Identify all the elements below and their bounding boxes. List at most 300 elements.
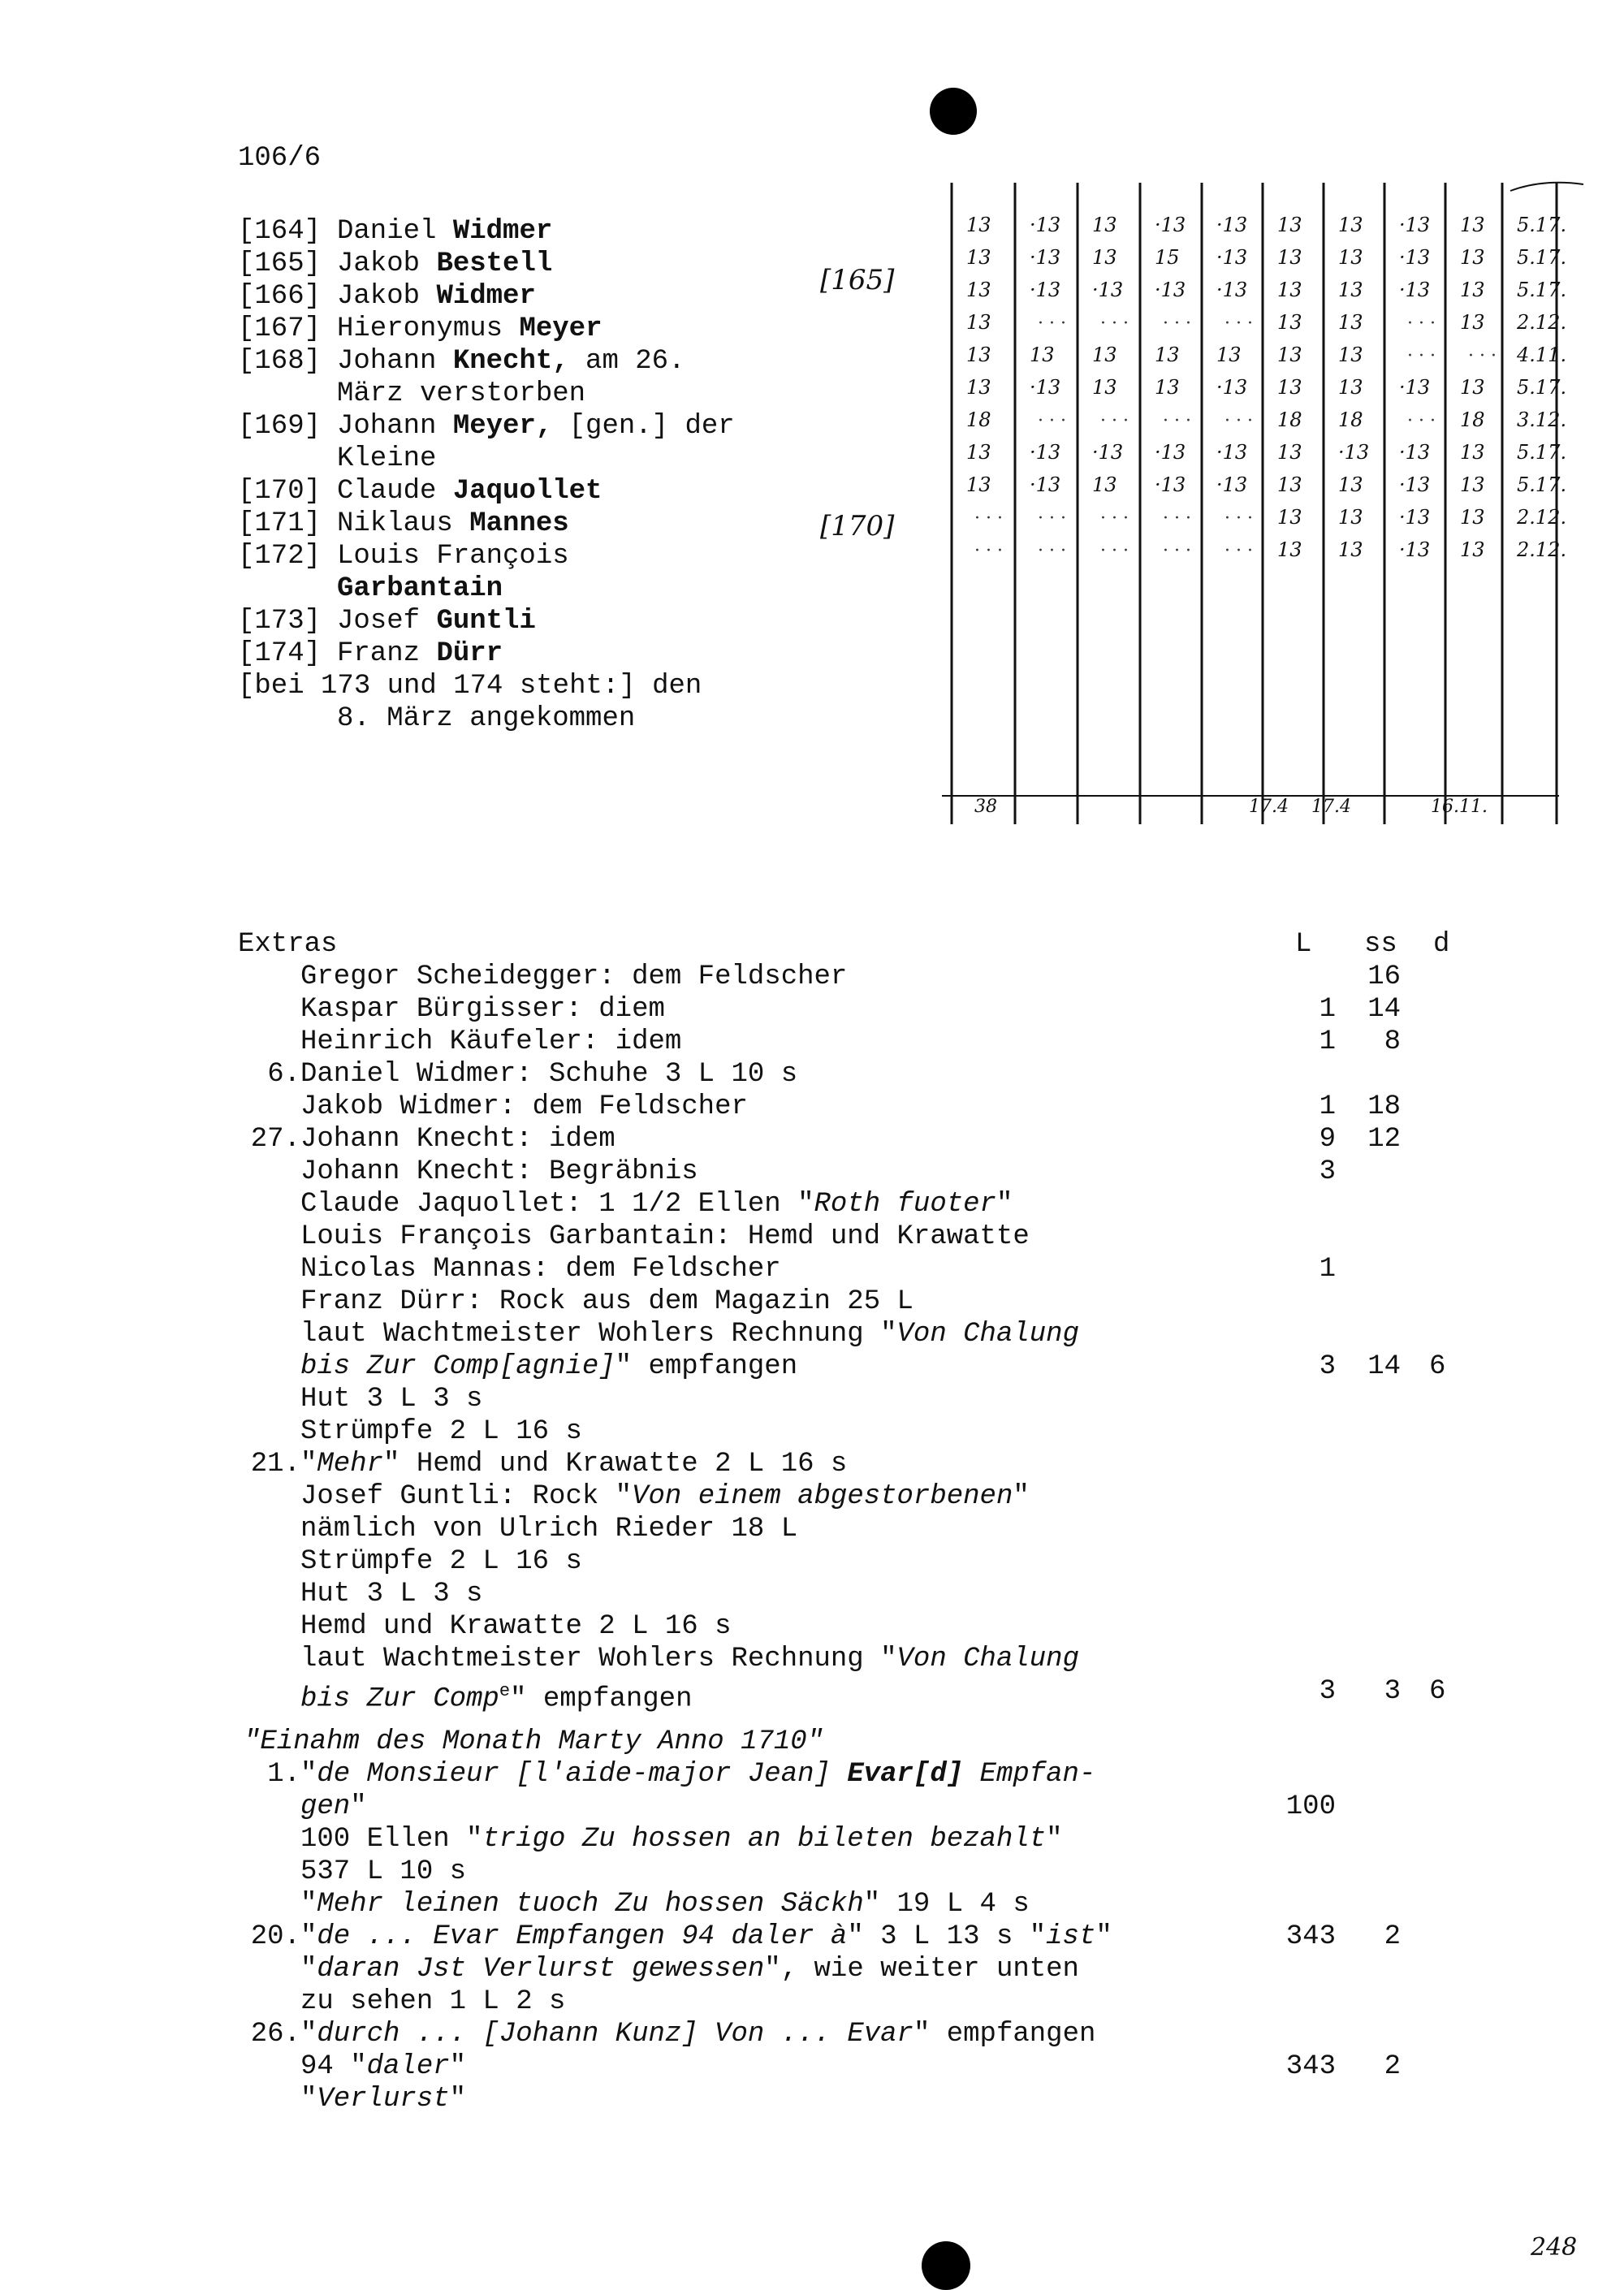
table-cell-value: 13 [1092, 246, 1117, 269]
extras-amount-L: 1 [1319, 994, 1336, 1025]
extras-quote: Roth fuoter [814, 1189, 996, 1220]
table-blank-dots: · · · [974, 508, 1003, 529]
table-cell-value: 13 [1092, 473, 1117, 496]
table-cell-value: 13 [1277, 473, 1302, 496]
income-item-text [300, 2050, 466, 2083]
table-cell-value: 13 [1460, 538, 1485, 561]
extras-amount-L: 3 [1319, 1156, 1336, 1187]
extras-amount-d: 6 [1429, 1351, 1446, 1382]
roster-number: [170] [238, 476, 322, 507]
table-cell-value: 13 [1277, 344, 1302, 366]
extras-amount-ss: 16 [1367, 961, 1401, 992]
table-cell-value: 2.12. [1517, 538, 1567, 561]
table-cell-value: 13 [1277, 441, 1302, 464]
roster-number: [165] [238, 248, 322, 279]
table-cell-value: 13 [1338, 246, 1363, 269]
table-cell-value: ·13 [1155, 473, 1186, 496]
roster-first-name: Josef [337, 606, 421, 637]
extras-text-tail: " empfangen [615, 1351, 798, 1382]
income-text: " [300, 1954, 317, 1985]
extras-quote: Mehr [317, 1449, 384, 1480]
table-total-value: 17.4 [1311, 797, 1351, 817]
table-cell-value: ·13 [1216, 279, 1248, 301]
roster-last-name: Mannes [469, 508, 569, 539]
income-quote-3: ist [1046, 1921, 1096, 1952]
income-text-tail: " 19 L 4 s [863, 1889, 1030, 1920]
roster-number: [174] [238, 638, 322, 669]
income-quote: Mehr leinen tuoch Zu hossen Säckh [317, 1889, 864, 1920]
table-cell-value: 5.17. [1517, 214, 1567, 236]
roster-first-name: Jakob [337, 248, 421, 279]
extras-text-tail: " empfangen [510, 1683, 693, 1715]
income-item-text [300, 1921, 1112, 1953]
extras-item-text [300, 1221, 1030, 1253]
income-text-tail: " [449, 2051, 467, 2082]
income-item-text [300, 1953, 1079, 1985]
roster-entry [238, 637, 735, 670]
table-blank-dots: · · · [1100, 508, 1129, 529]
extras-amount-ss: 14 [1367, 994, 1401, 1025]
table-cell-value: 5.17. [1517, 246, 1567, 269]
income-text: " [300, 1759, 317, 1790]
table-blank-dots: · · · [1038, 313, 1066, 334]
income-text: " [300, 1921, 317, 1952]
income-quote: Verlurst [317, 2084, 450, 2115]
table-cell-value: 13 [966, 441, 991, 464]
table-cell-value: ·13 [1399, 473, 1431, 496]
roster-number: [167] [238, 313, 322, 344]
table-cell-value: 13 [1460, 279, 1485, 301]
roster-last-name: Jaquollet [452, 476, 603, 507]
column-header-L: L [1295, 929, 1312, 960]
roster-entry [238, 248, 735, 280]
extras-item-text [300, 1350, 797, 1383]
extras-text-tail: " [996, 1189, 1013, 1220]
roster-last-name: Meyer, [452, 411, 553, 442]
extras-amount-ss: 3 [1384, 1676, 1401, 1707]
extras-title: Extras [238, 929, 338, 960]
extras-text: Franz Dürr: Rock aus dem Magazin 25 L [300, 1286, 914, 1317]
page-reference: 106/6 [238, 143, 322, 174]
income-item-text [300, 1758, 1095, 1791]
extras-quote: bis Zur Comp [300, 1683, 499, 1715]
income-text: 100 Ellen " [300, 1824, 483, 1855]
table-cell-value: 13 [1338, 279, 1363, 301]
extras-item-text [300, 1026, 681, 1058]
roster-first-name: Jakob [337, 281, 421, 312]
roster-first-name: März verstorben [337, 378, 586, 409]
table-cell-value: 15 [1155, 246, 1180, 269]
income-text: " [300, 1889, 317, 1920]
income-text: zu sehen 1 L 2 s [300, 1986, 566, 2017]
extras-text: Johann Knecht: Begräbnis [300, 1156, 698, 1187]
table-cell-value: 13 [1460, 506, 1485, 529]
income-quote: daler [366, 2051, 450, 2082]
table-blank-dots: · · · [1038, 411, 1066, 431]
table-cell-value: ·13 [1030, 473, 1061, 496]
table-blank-dots: · · · [1100, 541, 1129, 561]
table-cell-value: ·13 [1155, 214, 1186, 236]
roster-last-name: Meyer [519, 313, 603, 344]
roster-note-2: 8. März angekommen [337, 703, 636, 734]
extras-text: Jakob Widmer: dem Feldscher [300, 1091, 748, 1122]
page-number: 248 [1531, 2233, 1578, 2262]
income-quote: durch ... [Johann Kunz] Von ... Evar [317, 2019, 914, 2050]
table-cell-value: ·13 [1216, 214, 1248, 236]
extras-quote: Von Chalung [896, 1644, 1079, 1674]
extras-text: Johann Knecht: idem [300, 1124, 615, 1155]
table-cell-value: 2.12. [1517, 506, 1567, 529]
extras-item-text [300, 1675, 692, 1715]
table-cell-value: ·13 [1030, 376, 1061, 399]
table-cell-value: 13 [1460, 311, 1485, 334]
income-item-text [300, 2018, 1095, 2050]
income-text-tail: ", wie weiter unten [764, 1954, 1079, 1985]
roster-number: [164] [238, 216, 322, 247]
roster-first-name: Hieronymus [337, 313, 503, 344]
roster-entry [238, 215, 735, 248]
table-cell-value: 13 [1460, 214, 1485, 236]
extras-amount-d: 6 [1429, 1676, 1446, 1707]
extras-item-text [300, 1285, 914, 1318]
table-cell-value: ·13 [1216, 441, 1248, 464]
punch-hole-bottom [922, 2241, 970, 2290]
table-cell-value: 18 [966, 408, 991, 431]
extras-text: Strümpfe 2 L 16 s [300, 1416, 582, 1447]
column-header-d: d [1433, 929, 1450, 960]
income-item-day: 20. [250, 1921, 300, 1952]
roster-entry [238, 605, 735, 637]
table-cell-value: ·13 [1399, 441, 1431, 464]
table-top-curve [1510, 183, 1583, 191]
income-quote: de ... Evar Empfangen 94 daler à [317, 1921, 848, 1952]
income-text-tail: " empfangen [913, 2019, 1096, 2050]
extras-amount-ss: 8 [1384, 1026, 1401, 1057]
table-cell-value: 13 [1460, 376, 1485, 399]
extras-item-text [300, 1480, 1030, 1513]
handwritten-pay-table [942, 175, 1592, 840]
table-cell-value: 13 [966, 311, 991, 334]
table-blank-dots: · · · [1407, 313, 1436, 334]
table-cell-value: ·13 [1216, 473, 1248, 496]
extras-text: Gregor Scheidegger: dem Feldscher [300, 961, 848, 992]
table-cell-value: 13 [1277, 246, 1302, 269]
extras-text: Hut 3 L 3 s [300, 1384, 483, 1415]
table-cell-value: 13 [966, 376, 991, 399]
table-cell-value: 5.17. [1517, 473, 1567, 496]
income-amount-ss: 2 [1384, 1921, 1401, 1952]
roster-entry [238, 313, 735, 345]
income-amount-L: 343 [1285, 2051, 1336, 2082]
table-cell-value: 13 [1216, 344, 1242, 366]
table-blank-dots: · · · [1224, 411, 1253, 431]
roster-first-name: Franz [337, 638, 421, 669]
table-cell-value: 4.11. [1517, 344, 1567, 366]
table-blank-dots: · · · [1100, 313, 1129, 334]
extras-superscript: e [499, 1681, 511, 1701]
table-cell-value: ·13 [1399, 246, 1431, 269]
extras-quote: bis Zur Comp[agnie] [300, 1351, 615, 1382]
income-item-text [300, 1888, 1030, 1921]
extras-amount-ss: 18 [1367, 1091, 1401, 1122]
table-cell-value: 13 [1092, 214, 1117, 236]
margin-mark-170: [170] [820, 510, 895, 542]
table-cell-value: 13 [1460, 441, 1485, 464]
extras-item-text [300, 1383, 482, 1415]
column-header-ss: ss [1364, 929, 1397, 960]
extras-amount-L: 3 [1319, 1351, 1336, 1382]
table-cell-value: 13 [1092, 376, 1117, 399]
roster-number: [169] [238, 411, 322, 442]
extras-text: Strümpfe 2 L 16 s [300, 1546, 582, 1577]
income-text-tail: " [449, 2084, 467, 2115]
extras-item-day: 6. [267, 1059, 300, 1090]
table-cell-value: 5.17. [1517, 441, 1567, 464]
table-cell-value: 13 [1338, 214, 1363, 236]
extras-item-text [300, 1253, 781, 1285]
table-cell-value: ·13 [1216, 246, 1248, 269]
roster-last-name: Widmer [452, 216, 553, 247]
extras-item-text [300, 1123, 615, 1156]
extras-section [0, 928, 1624, 1740]
extras-item-text [300, 1643, 1079, 1675]
table-cell-value: ·13 [1092, 441, 1124, 464]
margin-mark-165: [165] [820, 264, 895, 296]
roster-last-name: Knecht, [452, 346, 569, 377]
roster-first-name: Johann [337, 346, 437, 377]
extras-item-text [300, 961, 847, 993]
table-cell-value: 5.17. [1517, 279, 1567, 301]
table-cell-value: ·13 [1216, 376, 1248, 399]
table-total-value: 38 [974, 797, 997, 817]
roster-first-name: Louis François [337, 541, 569, 572]
table-blank-dots: · · · [1407, 411, 1436, 431]
table-cell-value: ·13 [1399, 506, 1431, 529]
extras-item-text [300, 1188, 1013, 1221]
roster-last-name: Bestell [436, 248, 553, 279]
table-cell-value: 13 [966, 214, 991, 236]
table-cell-value: 13 [1277, 279, 1302, 301]
table-blank-dots: · · · [1038, 541, 1066, 561]
table-cell-value: ·13 [1338, 441, 1370, 464]
extras-amount-L: 9 [1319, 1124, 1336, 1155]
income-quote: gen [300, 1791, 351, 1822]
extras-text: Hemd und Krawatte 2 L 16 s [300, 1611, 732, 1642]
table-cell-value: 13 [1338, 506, 1363, 529]
table-cell-value: 13 [1338, 376, 1363, 399]
punch-hole-top [930, 88, 977, 135]
roster-first-name: Daniel [337, 216, 437, 247]
table-cell-value: 13 [966, 344, 991, 366]
table-cell-value: 5.17. [1517, 376, 1567, 399]
extras-text: Heinrich Käufeler: idem [300, 1026, 682, 1057]
table-blank-dots: · · · [1224, 508, 1253, 529]
extras-item-text [300, 1091, 748, 1123]
table-blank-dots: · · · [1224, 313, 1253, 334]
extras-item-day: 21. [250, 1449, 300, 1480]
roster-entry [238, 410, 735, 443]
table-cell-value: 13 [1155, 344, 1180, 366]
table-blank-dots: · · · [1038, 508, 1066, 529]
extras-item-text [300, 1513, 797, 1545]
table-cell-value: 13 [1338, 311, 1363, 334]
table-cell-value: ·13 [1155, 279, 1186, 301]
extras-amount-L: 1 [1319, 1254, 1336, 1285]
table-cell-value: ·13 [1092, 279, 1124, 301]
extras-text: nämlich von Ulrich Rieder 18 L [300, 1514, 798, 1545]
table-blank-dots: · · · [1163, 313, 1191, 334]
table-cell-value: 13 [1338, 538, 1363, 561]
extras-item-text [300, 1578, 482, 1610]
extras-text: Kaspar Bürgisser: diem [300, 994, 665, 1025]
table-blank-dots: · · · [1163, 541, 1191, 561]
income-amount-L: 343 [1285, 1921, 1336, 1952]
roster-rest: am 26. [568, 346, 685, 377]
extras-text-tail: " Hemd und Krawatte 2 L 16 s [383, 1449, 848, 1480]
roster-entry [238, 572, 735, 605]
roster-last-name: Garbantain [337, 573, 503, 604]
table-blank-dots: · · · [1468, 346, 1497, 366]
roster-number: [166] [238, 281, 322, 312]
roster-number: [173] [238, 606, 322, 637]
roster-number: [172] [238, 541, 322, 572]
income-title: "Einahm des Monath Marty Anno 1710" [244, 1726, 824, 1757]
extras-item-text [300, 1156, 698, 1188]
table-cell-value: 13 [966, 246, 991, 269]
extras-text: Louis François Garbantain: Hemd und Krawatte [300, 1221, 1030, 1252]
income-quote: daran Jst Verlurst gewessen [317, 1954, 765, 1985]
income-item-day: 26. [250, 2019, 300, 2050]
roster-rest: [gen.] der [552, 411, 735, 442]
income-item-day: 1. [267, 1759, 300, 1790]
table-cell-value: ·13 [1030, 246, 1061, 269]
extras-text: Claude Jaquollet: 1 1/2 Ellen " [300, 1189, 814, 1220]
table-cell-value: ·13 [1030, 441, 1061, 464]
table-cell-value: 13 [1092, 344, 1117, 366]
table-cell-value: 18 [1460, 408, 1485, 431]
extras-text: laut Wachtmeister Wohlers Rechnung " [300, 1644, 897, 1674]
roster-list [238, 215, 735, 670]
table-cell-value: 13 [1030, 344, 1055, 366]
extras-amount-L: 3 [1319, 1676, 1336, 1707]
table-cell-value: ·13 [1155, 441, 1186, 464]
roster-last-name: Widmer [436, 281, 536, 312]
extras-quote: Von einem abgestorbenen [632, 1481, 1013, 1512]
table-cell-value: 13 [966, 279, 991, 301]
table-cell-value: 13 [1277, 214, 1302, 236]
extras-amount-ss: 12 [1367, 1124, 1401, 1155]
roster-first-name: Claude [337, 476, 437, 507]
extras-amount-L: 1 [1319, 1091, 1336, 1122]
extras-text: laut Wachtmeister Wohlers Rechnung " [300, 1319, 897, 1350]
extras-text-tail: " [1013, 1481, 1030, 1512]
table-cell-value: 13 [1277, 538, 1302, 561]
roster-entry [238, 378, 735, 410]
roster-entry [238, 540, 735, 572]
extras-text: Nicolas Mannas: dem Feldscher [300, 1254, 781, 1285]
table-cell-value: ·13 [1030, 214, 1061, 236]
income-name-bold: Evar[d] [847, 1759, 964, 1790]
table-blank-dots: · · · [1163, 508, 1191, 529]
extras-item-text [300, 1448, 847, 1480]
income-text-tail: " [350, 1791, 367, 1822]
income-amount-ss: 2 [1384, 2051, 1401, 2082]
income-text: " [300, 2084, 317, 2115]
table-blank-dots: · · · [974, 541, 1003, 561]
extras-item-text [300, 1415, 582, 1448]
table-blank-dots: · · · [1163, 411, 1191, 431]
table-cell-value: 13 [1277, 376, 1302, 399]
income-item-text [300, 1985, 565, 2018]
extras-text: Hut 3 L 3 s [300, 1579, 483, 1609]
income-text-tail: " 3 L 13 s " [847, 1921, 1047, 1952]
roster-entry [238, 280, 735, 313]
income-text: " [300, 2019, 317, 2050]
roster-first-name: Kleine [337, 443, 437, 474]
income-item-text [300, 2083, 466, 2115]
extras-quote: Von Chalung [896, 1319, 1079, 1350]
table-cell-value: 18 [1338, 408, 1363, 431]
income-text: 94 " [300, 2051, 367, 2082]
table-cell-value: ·13 [1399, 279, 1431, 301]
roster-first-name: Johann [337, 411, 437, 442]
table-blank-dots: · · · [1224, 541, 1253, 561]
table-cell-value: 13 [1277, 506, 1302, 529]
table-cell-value: 13 [1460, 473, 1485, 496]
roster-entry [238, 345, 735, 378]
roster-first-name: Niklaus [337, 508, 453, 539]
table-cell-value: ·13 [1399, 376, 1431, 399]
table-cell-value: ·13 [1399, 538, 1431, 561]
roster-entry [238, 443, 735, 475]
table-cell-value: ·13 [1399, 214, 1431, 236]
extras-amount-ss: 14 [1367, 1351, 1401, 1382]
table-cell-value: 2.12. [1517, 311, 1567, 334]
income-item-text [300, 1791, 367, 1823]
extras-item-text [300, 1545, 582, 1578]
income-section [0, 1726, 1624, 2132]
income-item-text [300, 1823, 1063, 1856]
extras-item-day: 27. [250, 1124, 300, 1155]
roster-entry [238, 475, 735, 508]
roster-number: [168] [238, 346, 322, 377]
extras-item-text [300, 1610, 732, 1643]
table-cell-value: 13 [1338, 473, 1363, 496]
table-cell-value: 18 [1277, 408, 1302, 431]
extras-text: Josef Guntli: Rock " [300, 1481, 633, 1512]
table-cell-value: 13 [1460, 246, 1485, 269]
extras-item-text [300, 1318, 1079, 1350]
extras-text: " [300, 1449, 317, 1480]
table-blank-dots: · · · [1100, 411, 1129, 431]
income-quote-2: Empfan- [963, 1759, 1096, 1790]
table-total-value: 17.4 [1249, 797, 1289, 817]
extras-amount-L: 1 [1319, 1026, 1336, 1057]
extras-item-text [300, 1058, 797, 1091]
table-cell-value: ·13 [1030, 279, 1061, 301]
table-cell-value: 13 [1338, 344, 1363, 366]
income-text: 537 L 10 s [300, 1856, 467, 1887]
income-quote: de Monsieur [l'aide-major Jean] [317, 1759, 848, 1790]
table-cell-value: 13 [1155, 376, 1180, 399]
table-cell-value: 3.12. [1517, 408, 1567, 431]
table-cell-value: 13 [1277, 311, 1302, 334]
roster-last-name: Guntli [436, 606, 536, 637]
table-blank-dots: · · · [1407, 346, 1436, 366]
roster-last-name: Dürr [436, 638, 503, 669]
income-item-text [300, 1856, 466, 1888]
extras-text: Daniel Widmer: Schuhe 3 L 10 s [300, 1059, 798, 1090]
